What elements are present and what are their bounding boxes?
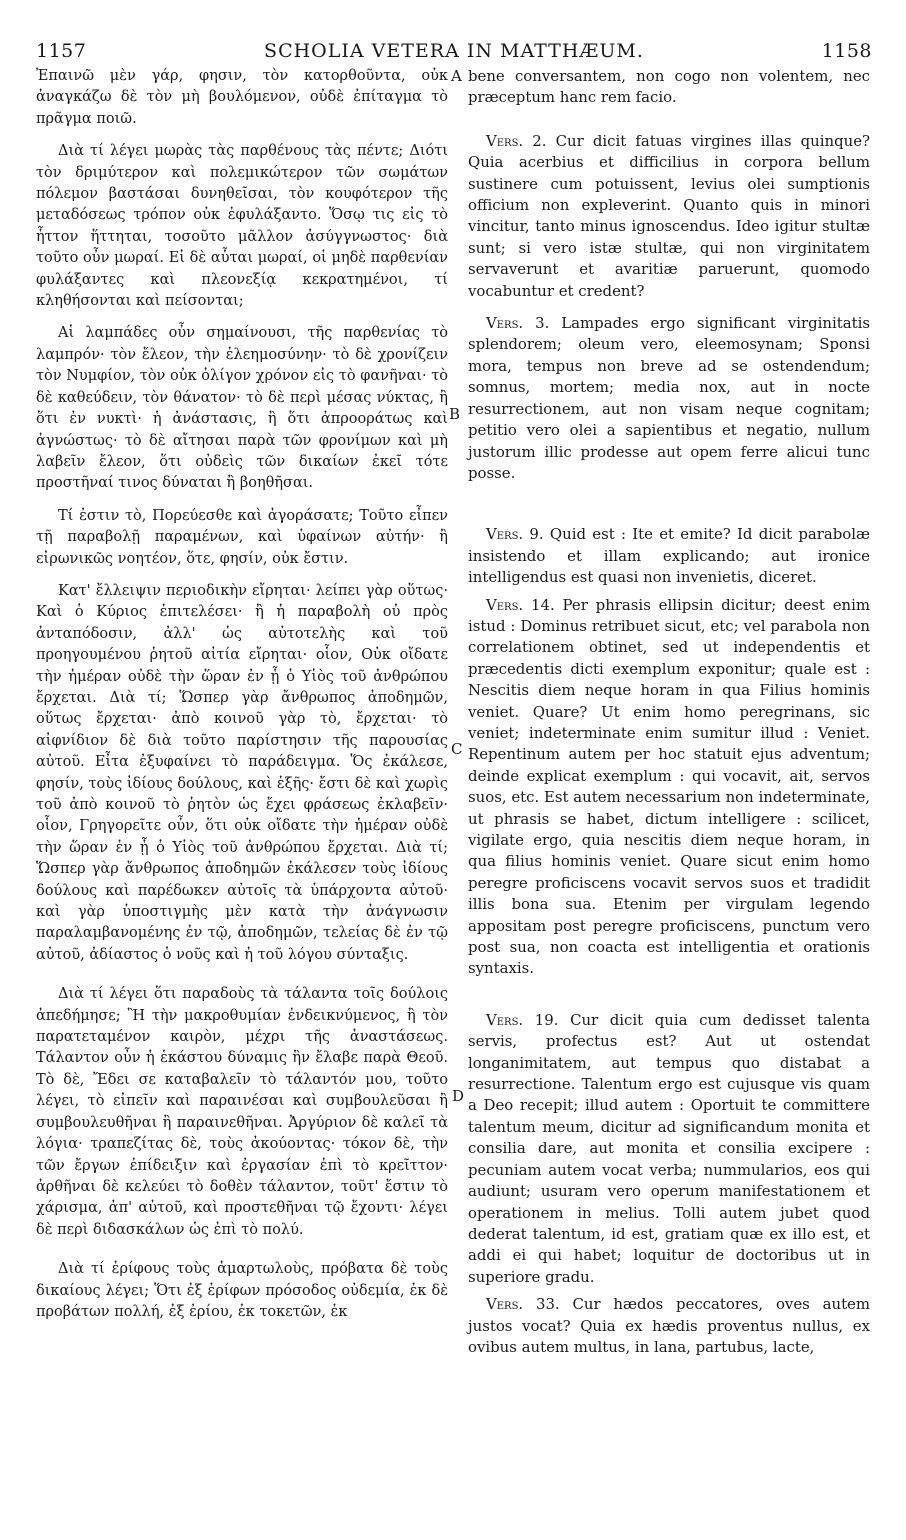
latin-text: Cur dicit quia cum dedisset talenta servis, profectus est? Aut ut ostendat longanimitatem, aut tempus quo distabat a resurrectione. Talentum ergo est cujusque vis quam a Deo recepit; illud autem : Oportuit te committere talentum meum, dicitur ad significandum monita et consilia dare, aut monita et consilia excipere : pecuniam autem vocat verba; nummularios, eos qui audiunt; usuram vero operum manifestationem et operationem in melius. Tolli autem jubet quod dederat talentum, id est, gratiam quæ ex illo est, et addi ei qui habet; loquitur de doctoribus ut in superiore gradu.	[468, 1010, 870, 1286]
greek-paragraph: Τί ἐστιν τὸ, Πορεύεσθε καὶ ἀγοράσατε; Τοῦτο εἶπεν τῇ παραβολῇ παραμένων, καὶ ὑφαίνων αὐτήν· ἢ εἰρωνικῶς νοητέον, ὅτε, φησίν, οὐκ ἔστιν.	[36, 507, 448, 567]
greek-paragraph: Αἱ λαμπάδες οὖν σημαίνουσι, τῆς παρθενίας τὸ λαμπρόν· τὸν ἔλεον, τὴν ἐλεημοσύνην· τὸ δὲ χρονίζειν τὸν Νυμφίον, τὸν οὐκ ὀλίγον χρόνον εἰς τὸ φανῆναι· τὸ δὲ καθεύδειν, τὸν θάνατον· τὸ δὲ περὶ μέσας νύκτας, ἢ ὅτι ἐν νυκτὶ· ἡ ἀνάστασις, ἢ ὅτι ἀπροοράτως καὶ ἀγνώστως· τὸ δὲ αἴτησαι παρὰ τῶν φρονίμων καὶ μὴ λαβεῖν ἔλεον, ὅτι οὐδεὶς τῶν δικαίων ἐκεῖ τότε προστῆναί τινος δύναται ἢ βοηθῆσαι.	[36, 325, 448, 492]
verse-label: Vers. 14.	[486, 595, 555, 614]
greek-paragraph: Διὰ τί ἐρίφους τοὺς ἁμαρτωλοὺς, πρόβατα δὲ τοὺς δικαίους λέγει; Ὅτι ἐξ ἐρίφων πρόσοδος οὐδεμία, ἐκ δὲ προβάτων πολλή, ἐξ ἐρίου, ἐκ τοκετῶν, ἐκ	[36, 1261, 448, 1320]
margin-letter-b: B	[449, 405, 461, 423]
latin-text: Lampades ergo significant virginitatis splendorem; oleum vero, eleemosynam; Sponsi mora, tempus non breve ad se ostendendum; somnus, mortem; media nox, aut in nocte resurrectionem, aut non visam neque cognitam; petitio vero olei a sapientibus et negatio, nullum justorum illic prodesse aut opem ferre alicui tunc posse.	[468, 314, 871, 482]
latin-paragraph	[468, 1010, 870, 1288]
latin-text: Cur hædos peccatores, oves autem justos vocat? Quia ex hædis proventus nullus, ex ovibus autem multus, in lana, partubus, lacte,	[468, 1295, 870, 1356]
latin-paragraph	[468, 131, 870, 302]
latin-paragraph	[468, 66, 870, 109]
latin-paragraph	[468, 524, 870, 588]
latin-text: Cur dicit fatuas virgines illas quinque? Quia acerbius et difficilius in corpora bellum sustinere cum potuissent, levius olei sumptionis officium non expleverint. Quanto quis in minori vincitur, tanto minus ignoscendus. Ideo igitur stultæ sunt; si vero istæ stultæ, qui non virginitatem servaverunt et avaritiæ paruerunt, quomodo vocabuntur et credent?	[468, 131, 871, 300]
latin-paragraph	[468, 595, 870, 980]
greek-paragraph: Κατ' ἔλλειψιν περιοδικὴν εἴρηται· λείπει γὰρ οὕτως· Καὶ ὁ Κύριος ἐπιτελέσει· ἢ ἡ παραβολὴ οὐ πρὸς ἀνταπόδοσιν, ἀλλ' ὡς αὐτοτελὴς καὶ τοῦ προηγουμένου ῥητοῦ αἰτία εἴρηται· οἷον, Οὐκ οἴδατε τὴν ἡμέραν οὐδὲ τὴν ὥραν ἐν ᾗ ὁ Υἱὸς τοῦ ἀνθρώπου ἔρχεται. Διὰ τί; Ὥσπερ γὰρ ἄνθρωπος ἀποδημῶν, οὕτως ἔρχεται· ἀπὸ κοινοῦ γὰρ τὸ, ἔρχεται· τὸ αἰφνίδιον δὲ διὰ τοῦτο παρίστησιν τῆς παρουσίας αὐτοῦ. Εἶτα ἐξυφαίνει τὸ παράδειγμα. Ὅς ἐκάλεσε, φησίν, τοὺς ἰδίους δούλους, καὶ ἑξῆς· ἔστι δὲ καὶ χωρὶς τοῦ ἀπὸ κοινοῦ τὸ ῥητὸν ὡς ἔχει φράσεως ἐκλαβεῖν· οἷον, Γρηγορεῖτε οὖν, ὅτι οὐκ οἴδατε τὴν ἡμέραν οὐδὲ τὴν ὥραν ἐν ᾗ ὁ Υἱὸς τοῦ ἀνθρώπου ἔρχεται. Διὰ τί; Ὥσπερ γὰρ ἄνθρωπος ἀποδημῶν ἐκάλεσεν τοὺς ἰδίους δούλους καὶ παρέδωκεν αὐτοῖς τὰ ὑπάρχοντα αὐτοῦ· καὶ γὰρ ὑποστιγμὴς μὲν κατὰ τὴν ἀνάγνωσιν παραλαμβανομένης ἐν τῷ, ἀποδημῶν, τελείας δὲ ἐν τῷ αὐτοῦ, ἀδίαστος ὁ νοῦς καὶ ἡ τοῦ λόγου σύνταξις.	[36, 582, 448, 963]
greek-paragraph: Ἐπαινῶ μὲν γάρ, φησιν, τὸν κατορθοῦντα, οὐκ ἀναγκάζω δὲ τὸν μὴ βουλόμενον, οὐδὲ ἐπίταγμα τὸ πρᾶγμα ποιῶ.	[36, 68, 448, 127]
running-title: SCHOLIA VETERA IN MATTHÆUM.	[264, 40, 644, 62]
page-header	[36, 40, 872, 64]
verse-label: Vers. 19.	[486, 1010, 559, 1029]
latin-paragraph	[468, 1294, 870, 1358]
latin-column	[468, 66, 870, 1358]
margin-letter-c: C	[451, 740, 463, 758]
margin-letter-d: D	[452, 1087, 465, 1105]
latin-text: Per phrasis ellipsin dicitur; deest enim istud : Dominus retribuet sicut, etc; vel parabola non correlationem obtinet, sed ut independentis et præcedentis dicti exemplum exponitur; quale est : Nescitis diem neque horam in qua Filius hominis veniet. Quare? Ut enim homo peregrinans, sic veniet; indeterminate enim sumitur illud : Veniet. Repentinum autem per hoc statuit ejus adventum; deinde explicat exemplum : qui vocavit, ait, servos suos, etc. Est autem necessarium non indeterminate, ut phrasis se habet, dictum intelligere : scilicet, vigilate ergo, quia nescitis diem neque horam, in qua filius hominis veniet. Quare sicut enim homo peregre proficiscens vocavit servos suos et tradidit illis bona sua. Etenim per virgulam legendo appositam post peregre proficiscens, punctum vero post sua, non coacta est intelligentia et orationis syntaxis.	[468, 595, 870, 978]
verse-label: Vers. 2.	[486, 131, 547, 150]
latin-paragraph	[468, 313, 870, 484]
latin-text: Quid est : Ite et emite? Id dicit parabolæ insistendo et illam explicando; aut ironice intelligendus est quasi non invenietis, diceret.	[468, 525, 871, 587]
verse-label: Vers. 33.	[486, 1295, 560, 1314]
greek-column	[36, 66, 448, 1323]
page-number-right: 1158	[821, 40, 872, 62]
verse-label: Vers. 3.	[486, 314, 550, 333]
margin-letter-a: A	[451, 67, 462, 85]
verse-label: Vers. 9.	[486, 525, 544, 544]
page-number-left: 1157	[36, 40, 87, 62]
latin-text: bene conversantem, non cogo non volentem, nec præceptum hanc rem facio.	[468, 67, 870, 107]
greek-paragraph: Διὰ τί λέγει ὅτι παραδοὺς τὰ τάλαντα τοῖς δούλοις ἀπεδήμησε; Ἢ τὴν μακροθυμίαν ἐνδεικνύμενος, ἢ τὸν παρατεταμένον καιρὸν, μέχρι τῆς ἀναστάσεως. Τάλαντον οὖν ἡ ἑκάστου δύναμις ἣν ἔλαβε παρὰ Θεοῦ. Τὸ δὲ, Ἔδει σε καταβαλεῖν τὸ τάλαντόν μου, τοῦτο λέγει, τὸ εἰπεῖν καὶ παραινέσαι καὶ συμβουλεῦσαι ἢ συμβουλευθῆναι ἢ παραινεθῆναι. Ἀργύριον δὲ καλεῖ τὰ λόγια· τραπεζίτας δὲ, τοὺς ἀκούοντας· τόκον δὲ, τὴν τῶν ἔργων ἐπίδειξιν καὶ ἐργασίαν ἐπὶ τὸ κρεῖττον· ἀρθῆναι δὲ κελεύει τὸ δοθὲν τάλαντον, τοῦτ' ἔστιν τὸ χάρισμα, ἀπ' αὐτοῦ, καὶ προστεθῆναι τῷ ἔχοντι· λέγει δὲ περὶ διδασκάλων ὡς ἐπὶ τὸ πολύ.	[36, 986, 448, 1238]
greek-paragraph: Διὰ τί λέγει μωρὰς τὰς παρθένους τὰς πέντε; Διότι τὸν δριμύτερον καὶ πολεμικώτερον τῶν σωμάτων πόλεμον βαστάσαι δυνηθεῖσαι, τὸν κουφότερον τῆς μεταδόσεως τρόπον οὐκ ἐφυλάξαντο. Ὅσῳ τις εἰς τὸ ἧττον ἥττηται, τοσοῦτο μᾶλλον ἀσύγγνωστος· διὰ τοῦτο οὖν μωραί. Εἰ δὲ αὗται μωραί, οἱ μηδὲ παρθενίαν φυλάξαντες καὶ πλεονεξίᾳ κεκρατημένοι, τί κληθήσονται καὶ πείσονται;	[36, 143, 448, 310]
